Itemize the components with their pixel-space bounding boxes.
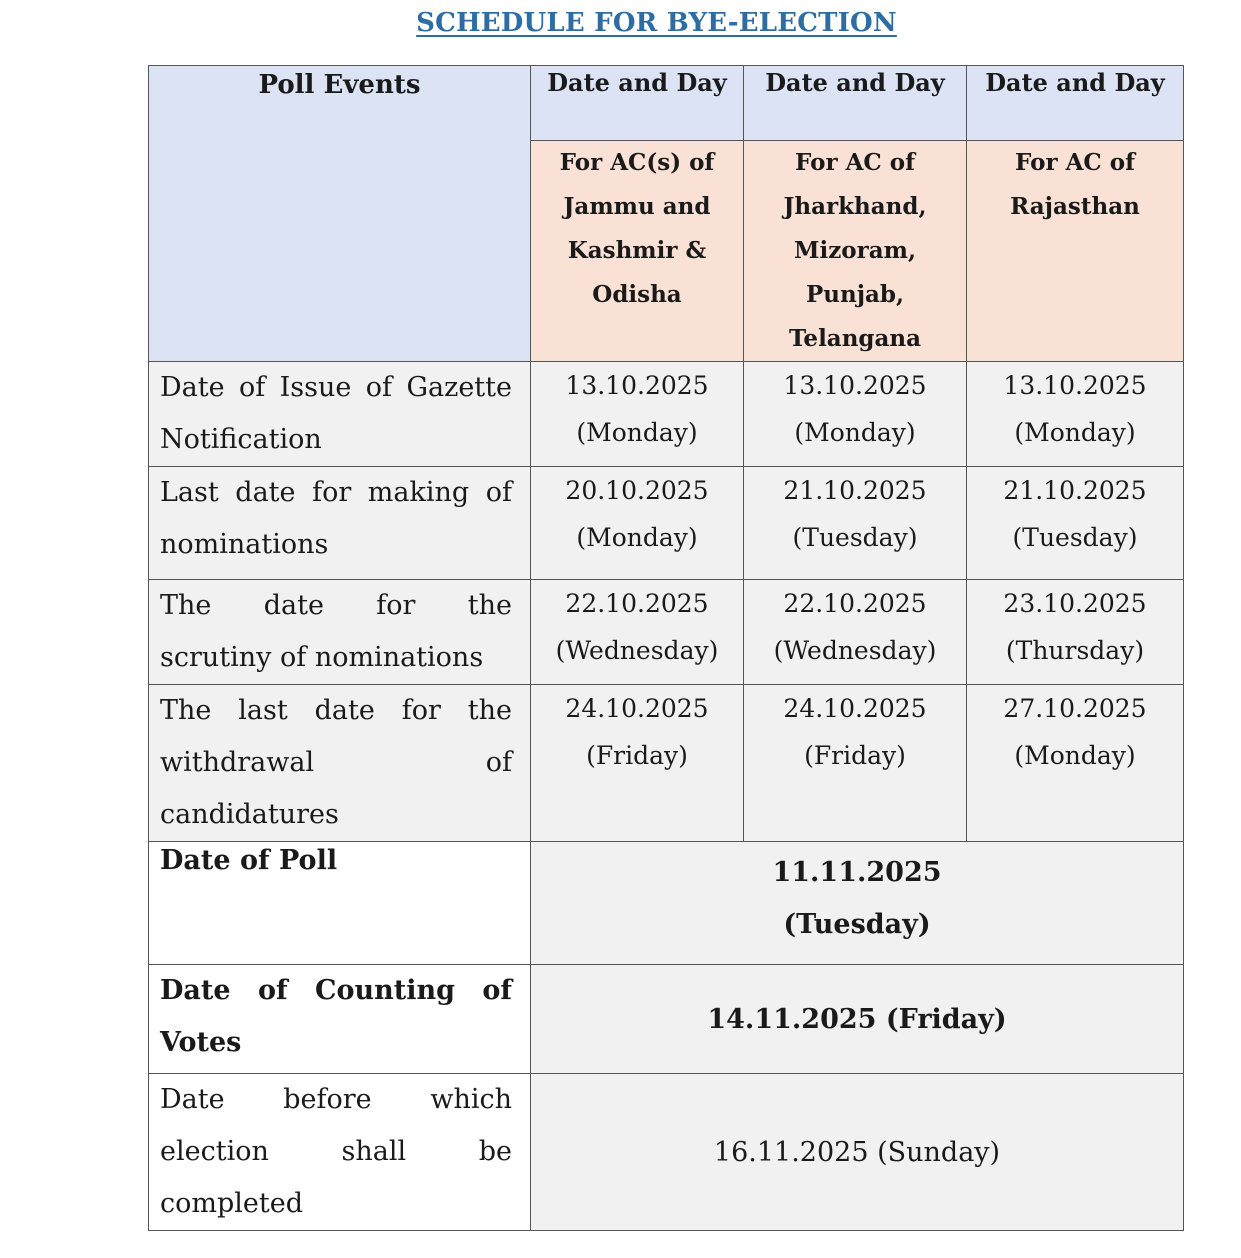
date-value: 13.10.2025 — [783, 371, 927, 400]
date-cell — [531, 685, 744, 842]
group-2-line: Mizoram, — [794, 237, 916, 264]
day-value: (Tuesday) — [1012, 523, 1138, 552]
group-2-line: Jharkhand, — [783, 193, 927, 220]
table-row — [149, 1074, 1184, 1231]
table-row — [149, 685, 1184, 842]
event-nominations — [149, 467, 531, 580]
header-group-1 — [531, 141, 744, 362]
event-line: Date of Poll — [160, 845, 338, 876]
event-line: election shall be — [160, 1136, 512, 1167]
event-completion — [149, 1074, 531, 1231]
event-line: candidatures — [160, 799, 339, 830]
header-poll-events — [149, 66, 531, 362]
poll-day-value: (Tuesday) — [783, 909, 931, 940]
event-withdrawal — [149, 685, 531, 842]
header-date-day-1: Date and Day — [531, 66, 744, 141]
group-3-line: For AC of — [1015, 149, 1135, 176]
table-row — [149, 965, 1184, 1074]
date-cell — [967, 685, 1184, 842]
event-line: completed — [160, 1188, 303, 1219]
event-line: Date before which — [160, 1084, 512, 1115]
event-line: Votes — [160, 1027, 242, 1058]
date-cell — [744, 467, 967, 580]
group-2-line: Punjab, — [805, 281, 905, 308]
completion-date-value: 16.11.2025 (Sunday) — [713, 1136, 1001, 1168]
event-scrutiny — [149, 580, 531, 685]
event-gazette — [149, 362, 531, 467]
day-value: (Monday) — [1014, 741, 1136, 770]
event-line: The date for the — [160, 590, 512, 621]
header-group-3 — [967, 141, 1184, 362]
date-cell — [967, 362, 1184, 467]
group-2-line: For AC of — [795, 149, 915, 176]
day-value: (Monday) — [1014, 418, 1136, 447]
day-value: (Thursday) — [1005, 636, 1145, 665]
table-row — [149, 842, 1184, 965]
date-value: 21.10.2025 — [1003, 476, 1147, 505]
group-1-line: For AC(s) of — [559, 149, 715, 176]
group-3-line: Rajasthan — [1010, 193, 1140, 220]
date-cell — [744, 685, 967, 842]
group-1-line: Kashmir & — [567, 237, 707, 264]
event-line: Date of Issue of Gazette — [160, 372, 512, 403]
group-1-line: Jammu and — [563, 193, 711, 220]
counting-date-value: 14.11.2025 (Friday) — [707, 1003, 1007, 1035]
date-value: 13.10.2025 — [1003, 371, 1147, 400]
poll-date-cell — [531, 842, 1184, 965]
day-value: (Monday) — [576, 523, 698, 552]
poll-date-value: 11.11.2025 — [772, 857, 942, 888]
day-value: (Friday) — [586, 741, 688, 770]
event-line: The last date for the — [160, 695, 512, 726]
date-value: 27.10.2025 — [1003, 694, 1147, 723]
table-row — [149, 362, 1184, 467]
date-value: 22.10.2025 — [783, 589, 927, 618]
event-line: scrutiny of nominations — [160, 642, 484, 673]
event-line: withdrawal of — [160, 747, 512, 778]
day-value: (Monday) — [794, 418, 916, 447]
header-date-day-2: Date and Day — [744, 66, 967, 141]
date-cell — [744, 362, 967, 467]
day-value: (Monday) — [576, 418, 698, 447]
group-2-line: Telangana — [788, 325, 922, 352]
event-line: nominations — [160, 529, 329, 560]
table-row — [149, 467, 1184, 580]
event-line: Date of Counting of — [160, 975, 512, 1006]
completion-date-cell — [531, 1074, 1184, 1231]
schedule-table — [148, 65, 1184, 1231]
counting-date-cell — [531, 965, 1184, 1074]
date-cell — [967, 467, 1184, 580]
date-value: 13.10.2025 — [565, 371, 709, 400]
event-date-of-poll — [149, 842, 531, 965]
date-cell — [531, 580, 744, 685]
event-counting — [149, 965, 531, 1074]
event-line: Notification — [160, 424, 322, 455]
date-cell — [531, 467, 744, 580]
header-date-day-3: Date and Day — [967, 66, 1184, 141]
header-group-2 — [744, 141, 967, 362]
group-1-line: Odisha — [592, 281, 682, 308]
date-value: 24.10.2025 — [783, 694, 927, 723]
date-value: 24.10.2025 — [565, 694, 709, 723]
date-value: 20.10.2025 — [565, 476, 709, 505]
day-value: (Friday) — [804, 741, 906, 770]
date-cell — [531, 362, 744, 467]
date-cell — [967, 580, 1184, 685]
day-value: (Wednesday) — [773, 636, 937, 665]
day-value: (Tuesday) — [792, 523, 918, 552]
header-poll-events-label: Poll Events — [258, 70, 421, 100]
day-value: (Wednesday) — [555, 636, 719, 665]
page-title: SCHEDULE FOR BYE-ELECTION — [416, 8, 897, 38]
event-line: Last date for making of — [160, 477, 512, 508]
table-row — [149, 580, 1184, 685]
date-value: 22.10.2025 — [565, 589, 709, 618]
date-value: 23.10.2025 — [1003, 589, 1147, 618]
date-value: 21.10.2025 — [783, 476, 927, 505]
date-cell — [744, 580, 967, 685]
